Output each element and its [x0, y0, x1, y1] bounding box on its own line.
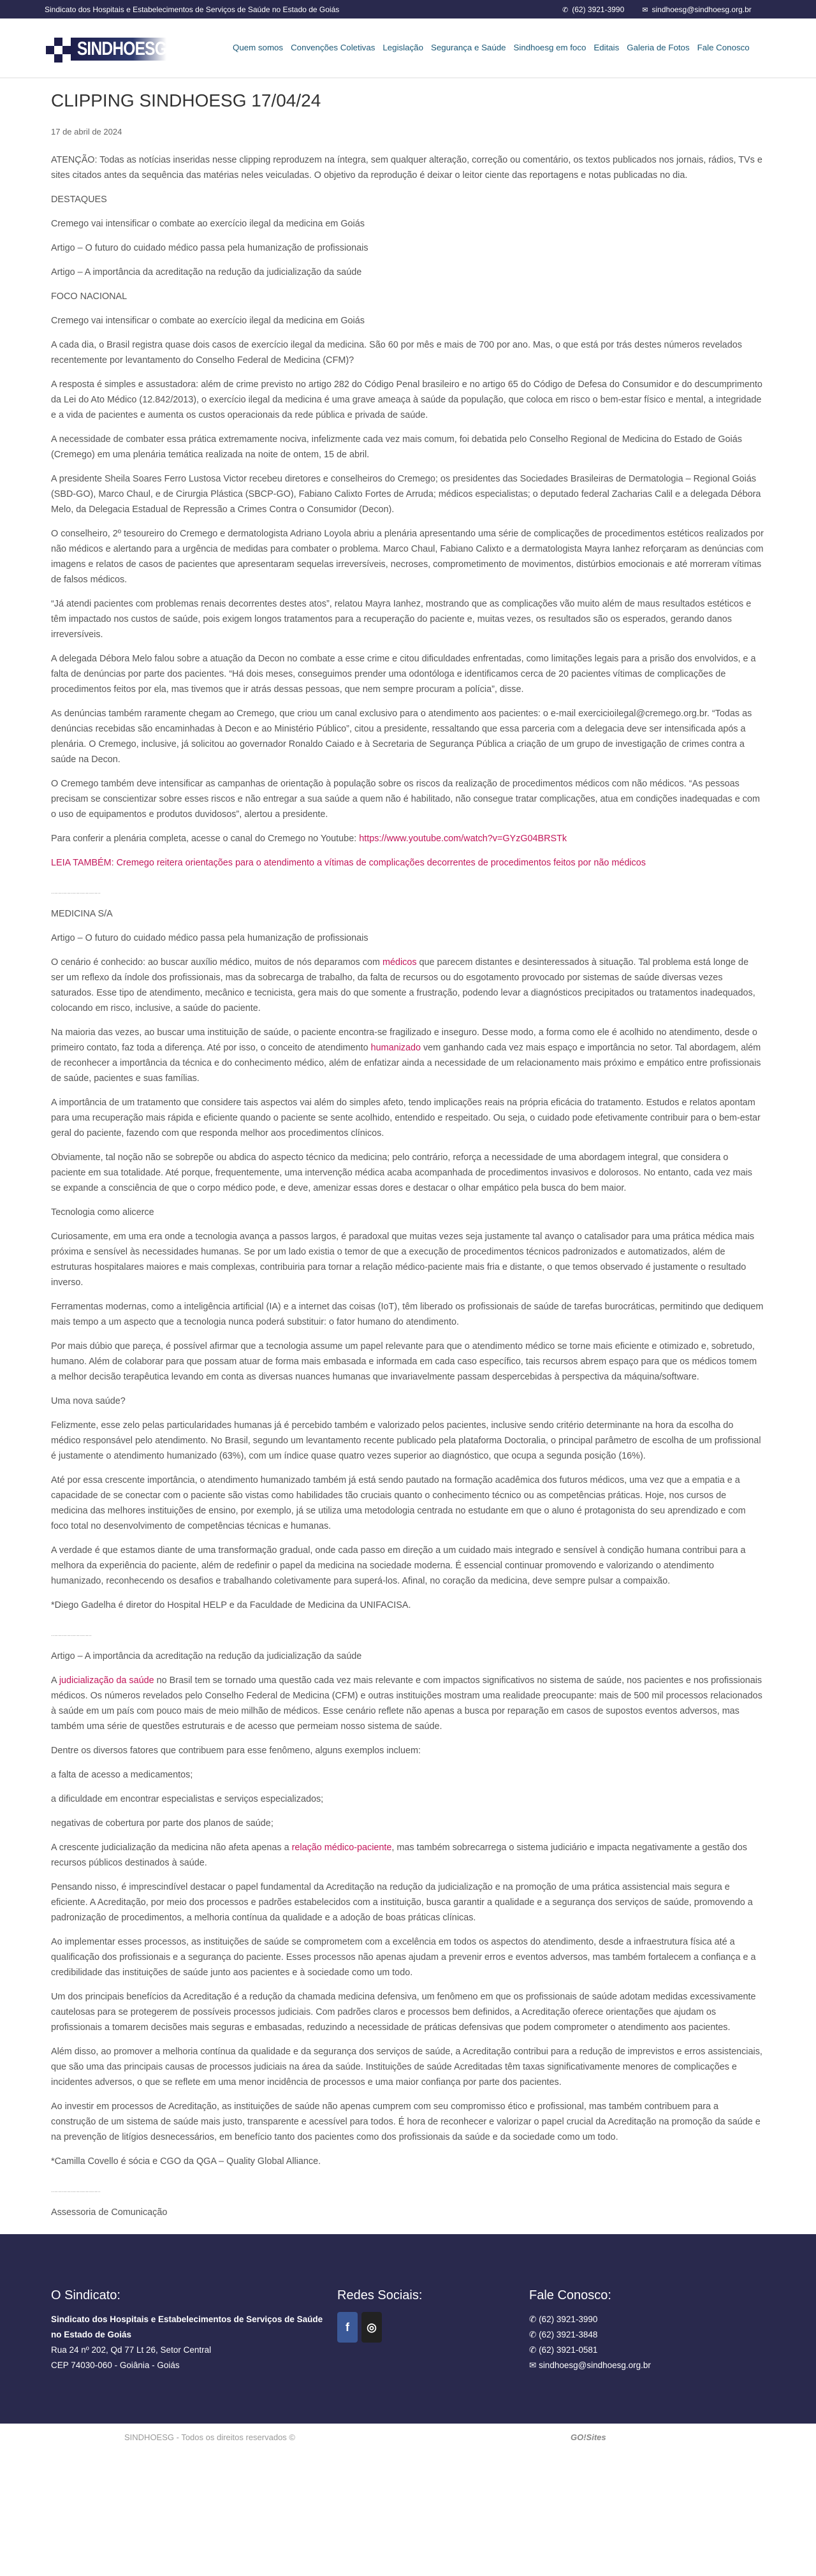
paragraph: a falta de acesso a medicamentos;: [51, 1770, 193, 1780]
footer-email-text: sindhoesg@sindhoesg.org.br: [539, 2360, 651, 2370]
paragraph: Ao implementar esses processos, as instituições de saúde se comprometem com a excelência em todos os aspectos do atendimento, desde a infraestrutura física até a qualificação dos profissionais e a segurança do paciente. Esses processos não apenas ajudam a prevenir erros e eventos adversos, mas também fortalecem a confiança e a credibilidade das instituições de saúde junto aos pacientes e à sociedade como um todo.: [51, 1937, 756, 1978]
paragraph: Pensando nisso, é imprescindível destacar o papel fundamental da Acreditação na redução da judicialização e na promoção de uma prática assistencial mais segura e eficiente. A Acreditação, por meio dos processos e padrões estabelecidos com a instituição, busca garantir a qualidade e a segurança dos serviços de saúde, promovendo a padronização de procedimentos, a melhoria contínua da qualidade e a adoção de boas práticas clínicas.: [51, 1882, 753, 1923]
nav-item[interactable]: Quem somos: [233, 43, 284, 52]
topbar-email-text: sindhoesg@sindhoesg.org.br: [652, 4, 752, 14]
footer-phone[interactable]: [529, 2327, 651, 2343]
paragraph: DESTAQUES: [51, 195, 107, 205]
footer-phone[interactable]: [529, 2343, 651, 2358]
paragraph: Dentre os diversos fatores que contribuem para esse fenômeno, alguns exemplos incluem:: [51, 1746, 421, 1756]
main-nav: [233, 43, 750, 52]
paragraph: O Cremego também deve intensificar as campanhas de orientação à população sobre os riscos da realização de procedimentos médicos com não médicos. “As pessoas precisam se conscientizar sobre esses riscos e não entregar a sua saúde a quem não é habilitado, não consegue tratar complicações, atua em condições inadequadas e com o uso de equipamentos e produtos duvidosos”, alertou a presidente.: [51, 779, 760, 820]
paragraph: Além disso, ao promover a melhoria contínua da qualidade e da segurança dos serviços de saúde, a Acreditação contribui para a redução de imprevistos e erros assistenciais, que são uma das principais causas de processos judiciais na área da saúde. Instituições de saúde Acreditadas têm taxas significativamente menores de complicações e incidentes adversos, o que se reflete em uma menor incidência de processos e uma maior confiança por parte dos pacientes.: [51, 2047, 762, 2087]
post-date: 17 de abril de 2024: [51, 127, 122, 136]
phone-icon: ✆: [562, 6, 569, 14]
phone-icon: ✆: [529, 2315, 539, 2324]
paragraph: [51, 831, 764, 846]
paragraph: Artigo – O futuro do cuidado médico passa pela humanização de profissionais: [51, 933, 368, 943]
paragraph: Ferramentas modernas, como a inteligência artificial (IA) e a internet das coisas (IoT), têm liberado os profissionais de saúde de tarefas burocráticas, permitindo que dediquem mais tempo a um aspecto que a tecnologia nunca poderá substituir: o fator humano do atendimento.: [51, 1302, 764, 1327]
content-link[interactable]: médicos: [382, 957, 417, 968]
paragraph: *Diego Gadelha é diretor do Hospital HELP e da Faculdade de Medicina da UNIFACISA.: [51, 1600, 411, 1610]
site-header: [0, 18, 816, 78]
paragraph: Artigo – O futuro do cuidado médico passa pela humanização de profissionais: [51, 243, 368, 253]
phone-icon: ✆: [529, 2345, 539, 2355]
paragraph: Por mais dúbio que pareça, é possível afirmar que a tecnologia assume um papel relevante para que o atendimento médico se torne mais eficiente e otimizado e, sobretudo, humano. Além de colaborar para que possam atuar de forma mais embasada e informada em cada caso específico, tais recursos abrem espaço para que os médicos tomem a melhor decisão terapêutica levando em conta as diversas nuances humanas que invariavelmente passam despercebidas à perspectiva da máquina/software.: [51, 1341, 757, 1382]
paragraph: FOCO NACIONAL: [51, 291, 127, 302]
page-title: CLIPPING SINDHOESG 17/04/24: [51, 91, 321, 110]
footer: [0, 2234, 816, 2424]
paragraph: Artigo – A importância da acreditação na redução da judicialização da saúde: [51, 267, 362, 277]
footer-address-1: Rua 24 nº 202, Qd 77 Lt 26, Setor Central: [51, 2345, 212, 2355]
footer-phone-text: (62) 3921-3990: [539, 2315, 598, 2324]
post-content: [51, 152, 764, 2220]
logo-text: SINDHOESG: [71, 38, 166, 61]
paragraph: Felizmente, esse zelo pelas particularidades humanas já é percebido também e valorizado pelos pacientes, inclusive sendo critério determinante na hora da escolha do médico responsável pelo atendimento. No Brasil, segundo um levantamento recente publicado pela plataforma Doctoralia, o principal parâmetro de escolha de um profissional é justamente o atendimento humanizado (63%), com um índice quase quatro vezes superior ao diagnóstico, que ocupa a segunda posição (16%).: [51, 1420, 761, 1461]
paragraph: MEDICINA S/A: [51, 909, 113, 919]
topbar-phone-text: (62) 3921-3990: [572, 4, 625, 14]
paragraph: Cremego vai intensificar o combate ao exercício ilegal da medicina em Goiás: [51, 316, 365, 326]
nav-item[interactable]: Sindhoesg em foco: [513, 43, 586, 52]
footer-address-2: CEP 74030-060 - Goiânia - Goiás: [51, 2360, 180, 2370]
topbar-phone[interactable]: [562, 5, 624, 14]
paragraph: Um dos principais benefícios da Acreditação é a redução da chamada medicina defensiva, um fenômeno em que os profissionais de saúde adotam medidas excessivamente cautelosas para se protegerem de possíveis processos judiciais. Com padrões claros e processos bem definidos, a Acreditação oferece orientações que ajudam os profissionais a tomarem decisões mais seguras e embasadas, reduzindo a necessidade de práticas defensivas que podem comprometer o atendimento aos pacientes.: [51, 1992, 756, 2033]
paragraph: Obviamente, tal noção não se sobrepõe ou abdica do aspecto técnico da medicina; pelo contrário, reforça a necessidade de uma abordagem integral, que considera o paciente em sua totalidade. Até porque, frequentemente, uma intervenção médica acaba acompanhada de procedimentos invasivos e dolorosos. No entanto, cada vez mais se expande a consciência de que o corpo médico pode, e deve, amenizar essas dores e destacar o olhar empático pela busca do bem maior.: [51, 1152, 752, 1193]
logo[interactable]: [46, 35, 187, 63]
footer-social: [337, 2288, 422, 2343]
footer-about-title: O Sindicato:: [51, 2288, 120, 2302]
nav-item[interactable]: Convenções Coletivas: [291, 43, 375, 52]
paragraph: a dificuldade em encontrar especialistas e serviços especializados;: [51, 1794, 324, 1804]
facebook-icon[interactable]: f: [337, 2312, 358, 2343]
paragraph: Tecnologia como alicerce: [51, 1207, 154, 1218]
paragraph: [51, 1025, 764, 1086]
separator: ……………………………: [51, 2188, 100, 2193]
paragraph: A presidente Sheila Soares Ferro Lustosa Victor recebeu diretores e conselheiros do Cremego; os presidentes das Sociedades Brasileiras de Dermatologia – Regional Goiás (SBD-GO), Marco Chaul, e de Cirurgia Plástica (SBCP-GO), Fabiano Calixto Fortes de Arruda; médicos especialistas; o deputado federal Zacharias Calil e a delegada Débora Melo, da Delegacia Estadual de Repressão a Crimes Contra o Consumidor (Decon).: [51, 474, 761, 515]
paragraph: “Já atendi pacientes com problemas renais decorrentes destes atos”, relatou Mayra Ianhez, mostrando que as complicações vão muito além de maus resultados estéticos e têm impactado nos custos de saúde, pois exigem longos tratamentos para a recuperação do paciente e, muitas vezes, os resultados são os esperados, gerando danos irreversíveis.: [51, 599, 752, 640]
paragraph-text: no Brasil tem se tornado uma questão cada vez mais relevante e com impactos significativos no sistema de saúde, nos pacientes e nos profissionais médicos. Os números revelados pelo Conselho Federal de Medicina (CFM) e outras instituições mostram uma realidade preocupante: mais de 500 mil processos relacionados à saúde em um país com pouco mais de meio milhão de médicos. Esse cenário reflete não apenas a busca por reparação em casos de supostos eventos adversos, mas também uma série de questões estruturais e de acesso que permeiam nosso sistema de saúde.: [51, 1675, 762, 1732]
content-link[interactable]: relação médico-paciente: [291, 1843, 392, 1853]
footer-social-title: Redes Sociais:: [337, 2288, 423, 2302]
paragraph: negativas de cobertura por parte dos planos de saúde;: [51, 1818, 273, 1829]
paragraph-text: A: [51, 1675, 59, 1686]
paragraph: Até por essa crescente importância, o atendimento humanizado também já está sendo pautado na formação acadêmica dos futuros médicos, uma vez que a empatia e a capacidade de se conectar com o paciente são vistas como habilidades tão cruciais quanto o conhecimento técnico ou as competências práticas. Hoje, nos cursos de medicina das melhores instituições de ensino, por exemplo, já se utiliza uma metodologia centrada no estudante em que o aluno é protagonista do seu aprendizado e com foco total no desenvolvimento de competências técnicas e humanas.: [51, 1475, 746, 1531]
paragraph-text: vem ganhando cada vez mais espaço e importância no setor. Tal abordagem, além de reconhecer a importância da técnica e do conhecimento médico, além de enfatizar ainda a necessidade de um relacionamento mais próximo e empático entre profissionais de saúde, pacientes e suas famílias.: [51, 1043, 761, 1084]
nav-item[interactable]: Fale Conosco: [697, 43, 750, 52]
content-link[interactable]: LEIA TAMBÉM: Cremego reitera orientações para o atendimento a vítimas de complicações decorrentes de procedimentos feitos por não médicos: [51, 858, 646, 868]
separator: ……………………………: [51, 889, 100, 895]
footer-email[interactable]: [529, 2358, 651, 2373]
logo-cross-icon: [46, 35, 71, 63]
paragraph: Ao investir em processos de Acreditação, as instituições de saúde não apenas cumprem com seu compromisso ético e profissional, mas também contribuem para a construção de um sistema de saúde mais justo, transparente e acessível para todos. É hora de reconhecer e valorizar o papel crucial da Acreditação na promoção da saúde e na prevenção de litígios desnecessários, em benefício tanto dos pacientes como dos profissionais da saúde e da sociedade como um todo.: [51, 2101, 761, 2142]
paragraph: Cremego vai intensificar o combate ao exercício ilegal da medicina em Goiás: [51, 219, 365, 229]
paragraph: A cada dia, o Brasil registra quase dois casos de exercício ilegal da medicina. São 60 por mês e mais de 700 por ano. Mas, o que está por trás destes números revelados recentemente por levantamento do Conselho Federal de Medicina (CFM)?: [51, 340, 742, 365]
nav-item[interactable]: Editais: [594, 43, 620, 52]
nav-item[interactable]: Legislação: [382, 43, 423, 52]
paragraph: *Camilla Covello é sócia e CGO da QGA – Quality Global Alliance.: [51, 2156, 321, 2167]
paragraph: Assessoria de Comunicação: [51, 2207, 168, 2218]
paragraph-text: O cenário é conhecido: ao buscar auxílio médico, muitos de nós deparamos com: [51, 957, 382, 968]
paragraph-text: Na maioria das vezes, ao buscar uma instituição de saúde, o paciente encontra-se fragilizado e inseguro. Desse modo, a forma como ele é acolhido no atendimento, desde o primeiro contato, faz toda a diferença. Até por isso, o conceito de atendimento: [51, 1027, 757, 1053]
paragraph: ATENÇÃO: Todas as notícias inseridas nesse clipping reproduzem na íntegra, sem qualquer alteração, correção ou comentário, os textos publicados nos jornais, rádios, TVs e sites citados antes da sequência das matérias neles veiculadas. O objetivo da reprodução é deixar o leitor ciente das reportagens e notas publicadas no dia.: [51, 155, 762, 180]
paragraph-text: A crescente judicialização da medicina não afeta apenas a: [51, 1843, 292, 1853]
paragraph: A importância de um tratamento que considere tais aspectos vai além do simples afeto, tendo implicações reais na própria eficácia do tratamento. Estudos e relatos apontam para uma recuperação mais rápida e eficiente quando o paciente se sente acolhido, entendido e respeitado. Ou seja, o cuidado pode efetivamente contribuir para o bem-estar geral do paciente, fazendo com que responda melhor aos procedimentos clínicos.: [51, 1098, 761, 1138]
org-name: Sindicato dos Hospitais e Estabelecimentos de Serviços de Saúde no Estado de Goiás: [45, 4, 340, 14]
paragraph: Curiosamente, em uma era onde a tecnologia avança a passos largos, é paradoxal que muitas vezes seja justamente tal avanço o catalisador para uma prática médica mais próxima e sensível às necessidades humanas. Se por um lado existia o temor de que a execução de procedimentos técnicos padronizados e automatizados, além de estruturas hospitalares maiores e mais complexas, contribuiria para tornar a relação médico-paciente mais fria e distante, o que temos observado é justamente o resultado inverso.: [51, 1232, 755, 1288]
footer-contact-title: Fale Conosco:: [529, 2288, 611, 2302]
developer-credit[interactable]: GO!Sites: [571, 2432, 606, 2442]
paragraph: [51, 1840, 764, 1871]
paragraph: Uma nova saúde?: [51, 1396, 126, 1406]
footer-phone-text: (62) 3921-3848: [539, 2330, 598, 2339]
footer-phone[interactable]: [529, 2312, 651, 2327]
paragraph-text: , mas também sobrecarrega o sistema judiciário e impacta negativamente a gestão dos recursos públicos destinados à saúde.: [51, 1843, 747, 1868]
paragraph: O conselheiro, 2º tesoureiro do Cremego e dermatologista Adriano Loyola abriu a plenária apresentando uma série de complicações de procedimentos estéticos realizados por não médicos e alertando para a urgência de medidas para combater o problema. Marco Chaul, Fabiano Calixto e a dermatologista Mayra Ianhez reforçaram as denúncias com imagens e relatos de casos de pacientes que apresentaram sequelas irreversíveis, necroses, comprometimento de movimentos, distúrbios emocionais e até morreram vítimas de falsos médicos.: [51, 529, 764, 585]
paragraph: [51, 955, 764, 1016]
paragraph: A necessidade de combater essa prática extremamente nociva, infelizmente cada vez mais comum, foi debatida pelo Conselho Regional de Medicina do Estado de Goiás (Cremego) em uma plenária temática realizada na noite de ontem, 15 de abril.: [51, 434, 742, 460]
paragraph: Artigo – A importância da acreditação na redução da judicialização da saúde: [51, 1651, 362, 1661]
post: [0, 90, 816, 2220]
paragraph: A verdade é que estamos diante de uma transformação gradual, onde cada passo em direção a um cuidado mais integrado e sensível à condição humana contribui para a melhora da experiência do paciente, além de redefinir o papel da medicina na sociedade moderna. É essencial continuar promovendo e valorizando o atendimento humanizado, reconhecendo os desafios e trabalhando coletivamente para superá-los. Afinal, no coração da medicina, deve sempre pulsar a compaixão.: [51, 1545, 746, 1586]
paragraph: [51, 1673, 764, 1734]
phone-icon: ✆: [529, 2330, 539, 2339]
separator: ………………………: [51, 1631, 91, 1637]
instagram-icon[interactable]: ◎: [361, 2312, 382, 2343]
bottom-bar: [0, 2424, 816, 2453]
paragraph: As denúncias também raramente chegam ao Cremego, que criou um canal exclusivo para o atendimento aos pacientes: o e-mail exercicioilegal@cremego.org.br. “Todas as denúncias recebidas são encaminhadas à Decon e ao Ministério Público”, citou a presidente, ressaltando que essa parceria com a delegacia deve ser intensificada após a plenária. O Cremego, inclusive, já solicitou ao governador Ronaldo Caiado e à Secretaria de Segurança Pública a criação de um grupo de investigação de crimes contra a saúde na Decon.: [51, 709, 752, 765]
copyright: SINDHOESG - Todos os direitos reservados ©: [124, 2432, 295, 2442]
topbar-email[interactable]: [642, 5, 752, 14]
footer-about: [51, 2288, 325, 2373]
footer-contact: [529, 2288, 651, 2373]
nav-item[interactable]: Segurança e Saúde: [430, 43, 506, 52]
mail-icon: ✉: [529, 2360, 539, 2370]
mail-icon: ✉: [642, 6, 648, 14]
footer-org-name: Sindicato dos Hospitais e Estabelecimentos de Serviços de Saúde no Estado de Goiás: [51, 2315, 323, 2339]
nav-item[interactable]: Galeria de Fotos: [627, 43, 690, 52]
paragraph-text: Para conferir a plenária completa, acesse o canal do Cremego no Youtube:: [51, 834, 360, 844]
content-link[interactable]: humanizado: [370, 1043, 421, 1053]
paragraph: A resposta é simples e assustadora: além de crime previsto no artigo 282 do Código Penal brasileiro e no artigo 65 do Código de Defesa do Consumidor e do descumprimento da Lei do Ato Médico (12.842/2013), o exercício ilegal da medicina é uma grave ameaça à saúde da população, que coloca em risco o bem-estar físico e mental, a integridade e a vida de pacientes e aumenta os custos operacionais da rede pública e privada de saúde.: [51, 379, 762, 420]
footer-phone-text: (62) 3921-0581: [539, 2345, 598, 2355]
paragraph: A delegada Débora Melo falou sobre a atuação da Decon no combate a esse crime e citou dificuldades enfrentadas, como limitações legais para a prisão dos envolvidos, e a falta de denúncias por parte dos pacientes. “Há dois meses, conseguimos prender uma odontóloga e identificamos cerca de 20 pacientes vítimas de complicações de procedimentos feitos por ela, mas tivemos que ir atrás dessas pessoas, que nem sempre procuram a polícia”, disse.: [51, 654, 756, 695]
content-link[interactable]: judicialização da saúde: [59, 1675, 154, 1686]
top-bar: [0, 0, 816, 18]
content-link[interactable]: https://www.youtube.com/watch?v=GYzG04BRSTk: [359, 834, 567, 844]
paragraph-text: que parecem distantes e desinteressados à situação. Tal problema está longe de ser um reflexo da índole dos profissionais, mas da sobrecarga de trabalho, da falta de recursos ou do esgotamento provocado por sistemas de saúde diversas vezes saturados. Esse tipo de atendimento, mecânico e tecnicista, gera mais do que somente a frustração, podendo levar a diagnósticos precipitados ou tratamentos inadequados, colocando em risco, inclusive, a saúde do paciente.: [51, 957, 755, 1013]
paragraph: [51, 855, 764, 871]
